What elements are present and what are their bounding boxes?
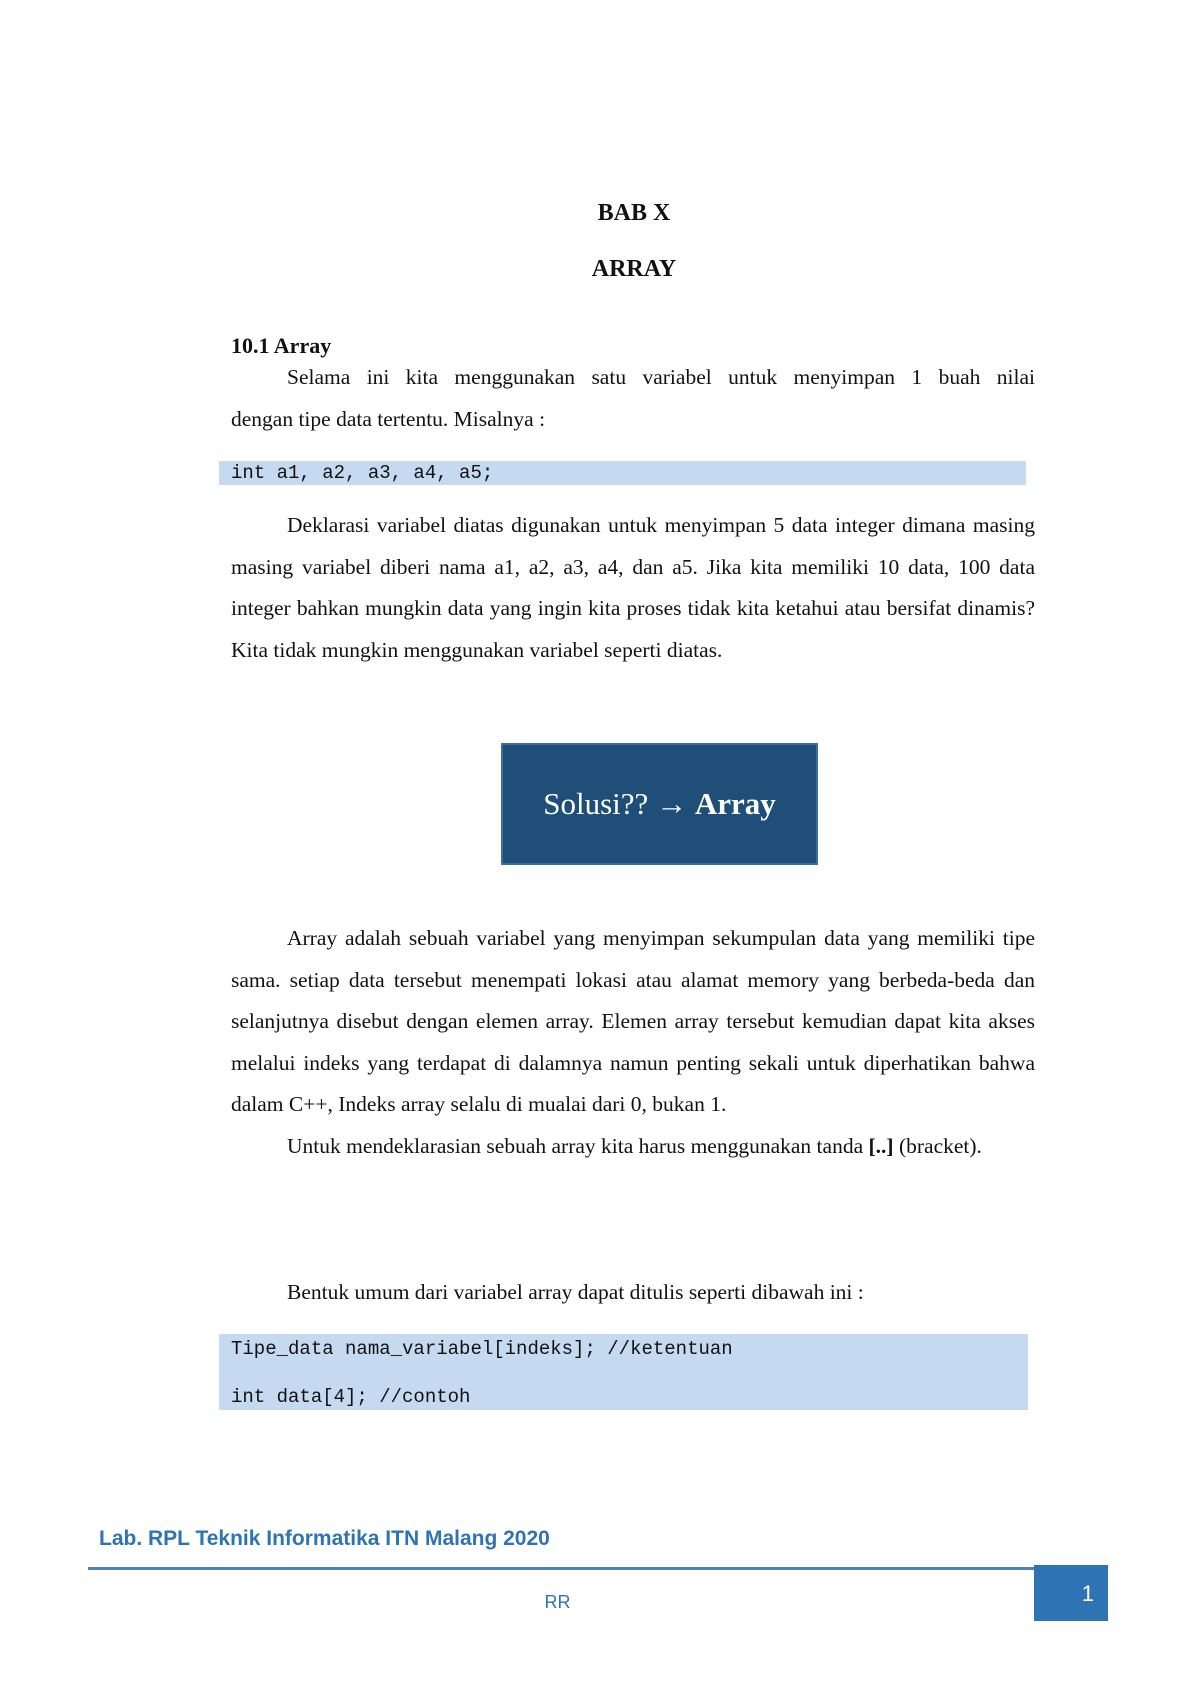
- intro-line-1: Selama ini kita menggunakan satu variabel untuk menyimpan 1 buah nilai: [287, 365, 1035, 389]
- chapter-title: ARRAY: [591, 256, 677, 282]
- footer-lab-title: Lab. RPL Teknik Informatika ITN Malang 2020: [99, 1527, 550, 1550]
- code-line-2: int data[4]; //contoh: [231, 1386, 471, 1408]
- bracket-symbol: [..]: [868, 1133, 894, 1158]
- paragraph-array-definition: [231, 918, 1035, 1167]
- solution-text: Solusi?? →: [543, 786, 688, 821]
- paragraph-general-form: [231, 1272, 1035, 1314]
- bracket-tail: (bracket).: [898, 1133, 982, 1158]
- code-block-1: [219, 461, 1026, 485]
- paragraph-array-definition-text: Array adalah sebuah variabel yang menyimpan sekumpulan data yang memiliki tipe sama. setiap data tersebut menempati lokasi atau alamat memory yang berbeda-beda dan selanjutnya disebut dengan elemen array. Elemen array tersebut kemudian dapat kita akses melalui indeks yang terdapat di dalamnya namun penting sekali untuk diperhatikan bahwa dalam C++, Indeks array selalu di mualai dari 0, bukan 1.: [231, 926, 1035, 1116]
- paragraph-general-form-text: Bentuk umum dari variabel array dapat ditulis seperti dibawah ini :: [287, 1280, 864, 1304]
- bracket-text: Untuk mendeklarasian sebuah array kita harus menggunakan tanda: [287, 1133, 864, 1158]
- footer-initials: RR: [544, 1592, 571, 1612]
- section-heading: 10.1 Array: [231, 333, 332, 358]
- code-block-2: [219, 1334, 1028, 1410]
- solution-box: [501, 743, 818, 865]
- paragraph-bracket: [231, 1126, 1035, 1168]
- page-number: 1: [1081, 1581, 1094, 1606]
- paragraph-declaration-text: Deklarasi variabel diatas digunakan untuk menyimpan 5 data integer dimana masing masing variabel diberi nama a1, a2, a3, a4, dan a5. Jika kita memiliki 10 data, 100 data integer bahkan mungkin data yang ingin kita proses tidak kita ketahui atau bersifat dinamis? Kita tidak mungkin menggunakan variabel seperti diatas.: [231, 513, 1035, 662]
- code-line: int a1, a2, a3, a4, a5;: [231, 462, 494, 484]
- solution-bold: Array: [694, 786, 776, 821]
- intro-paragraph: [231, 357, 1035, 440]
- code-line-1: Tipe_data nama_variabel[indeks]; //ketentuan: [231, 1338, 733, 1360]
- intro-line-2: dengan tipe data tertentu. Misalnya :: [231, 406, 546, 431]
- footer-divider: [88, 1567, 1034, 1570]
- page-number-box: [1034, 1565, 1108, 1621]
- paragraph-declaration: [231, 505, 1035, 671]
- chapter-label: BAB X: [597, 200, 671, 226]
